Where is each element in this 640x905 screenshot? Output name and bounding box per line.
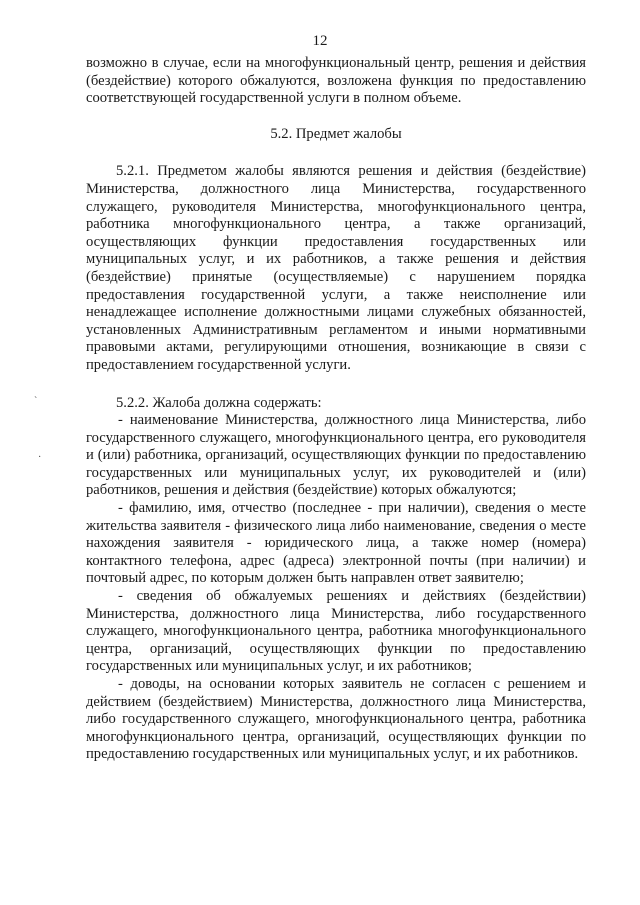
scan-speck-mark: ` — [34, 396, 38, 407]
paragraph-5-2-1: 5.2.1. Предметом жалобы являются решения и действия (бездействие) Министерства, должностного лица Министерства, государственного служащего, руководителя Министерства, многофункционального центра, работника многофункционального центра, а также организаций, осуществляющих функции предоставления государственных или муниципальных услуг, и их работников, а также решения и действия (бездействие) принятые (осуществляемые) с нарушением порядка предоставления государственной услуги, а также неисполнение или ненадлежащее исполнение должностными лицами служебных обязанностей, установленных Административным регламентом и иными нормативными правовыми актами, регулирующими отношения, возникающие в связи с предоставлением государственной услуги. — [86, 163, 586, 373]
list-item-name: - наименование Министерства, должностного лица Министерства, либо государственного служащего, многофункционального центра, его руководителя и (или) работника, организаций, осуществляющих функции по предоставлению государственных или муниципальных услуг, их руководителей и (или) работников, решения и действия (бездействие) которых обжалуются; — [86, 412, 586, 499]
page-number: 12 — [312, 33, 328, 49]
scan-speck-mark: · — [38, 452, 42, 463]
paragraph-5-2-2: 5.2.2. Жалоба должна содержать: — [116, 394, 322, 411]
list-item-fio: - фамилию, имя, отчество (последнее - при наличии), сведения о месте жительства заявителя - физического лица либо наименование, сведения о месте нахождения заявителя - юридического лица, а также номер (номера) контактного телефона, адрес (адреса) электронной почты (при наличии) и почтовый адрес, по которым должен быть направлен ответ заявителю; — [86, 500, 586, 587]
list-item-arguments: - доводы, на основании которых заявитель не согласен с решением и действием (бездействием) Министерства, должностного лица Министерства, либо государственного служащего, многофункционального центра, работника многофункционального центра, организаций, осуществляющих функции по предоставлению государственных или муниципальных услуг, и их работников. — [86, 676, 586, 763]
list-item-details: - сведения об обжалуемых решениях и действиях (бездействии) Министерства, должностного лица Министерства, либо государственного служащего, многофункционального центра, работника многофункционального центра, организаций, осуществляющих функции по предоставлению государственных или муниципальных услуг, и их работников; — [86, 588, 586, 675]
document-body — [86, 55, 586, 764]
section-heading: 5.2. Предмет жалобы — [270, 125, 402, 142]
paragraph-continuation: возможно в случае, если на многофункциональный центр, решения и действия (бездействие) которого обжалуются, возложена функция по предоставлению соответствующей государственной услуги в полном объеме. — [86, 55, 586, 107]
